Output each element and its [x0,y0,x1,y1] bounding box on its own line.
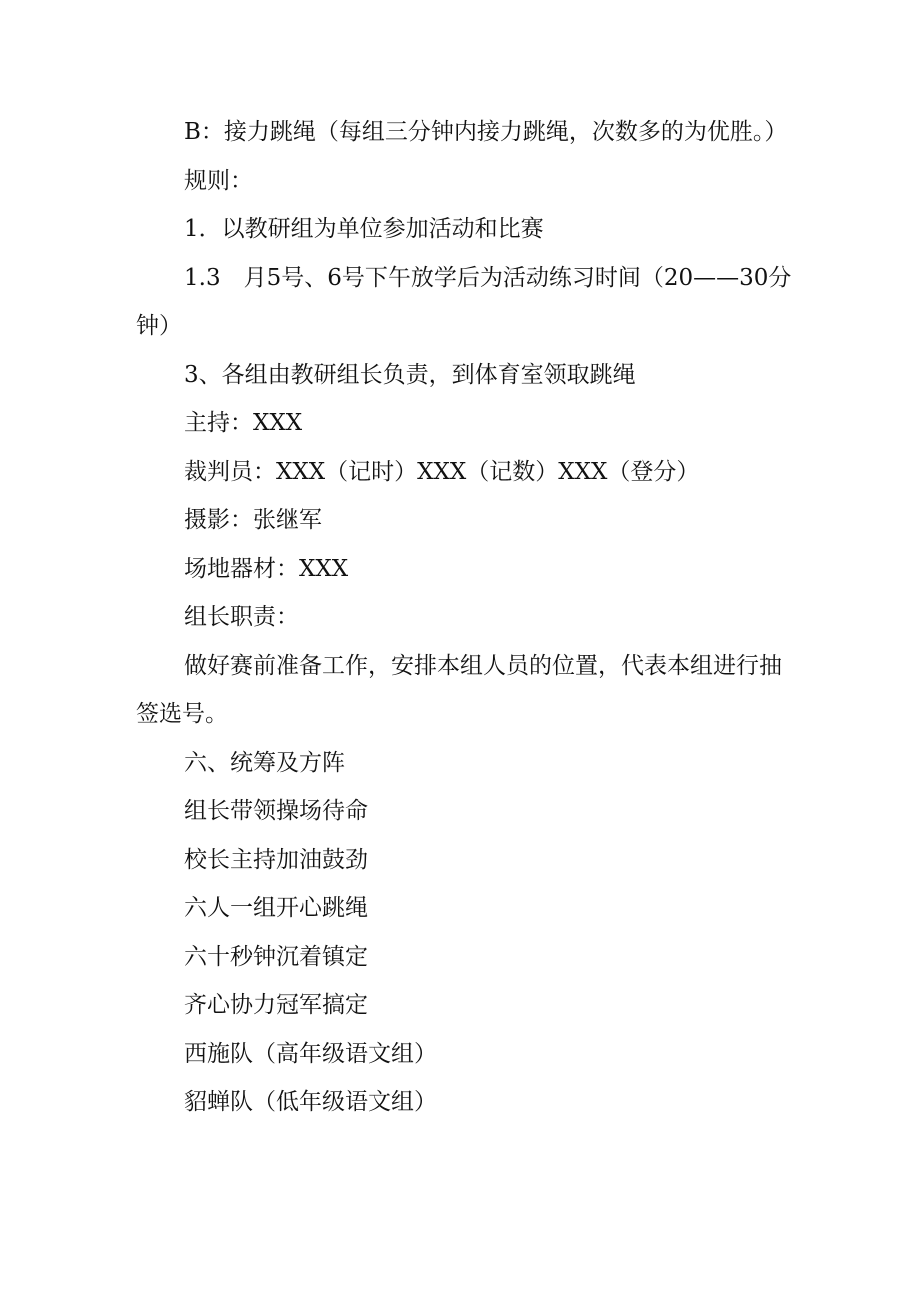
paragraph-relay-rope: B：接力跳绳（每组三分钟内接力跳绳，次数多的为优胜。） [184,119,788,145]
paragraph-leader-duties: 做好赛前准备工作，安排本组人员的位置，代表本组进行抽签选号。 [136,652,782,727]
document-body [136,108,796,1127]
paragraph-rules-heading: 规则： [184,167,253,194]
paragraph-team-diaochan: 貂蝉队（低年级语文组） [184,1089,437,1115]
paragraph-slogan-3: 六人一组开心跳绳 [184,895,368,921]
paragraph-section-six: 六、统筹及方阵 [184,749,345,776]
paragraph-photography: 摄影：张继军 [184,507,322,533]
paragraph-venue-equipment: 场地器材：XXX [184,555,349,582]
paragraph-rule-2: 1.3 月5号、6号下午放学后为活动练习时间（20——30分钟） [136,264,792,339]
paragraph-slogan-5: 齐心协力冠军搞定 [184,992,368,1018]
paragraph-leader-duties-heading: 组长职责： [184,604,299,630]
paragraph-slogan-1: 组长带领操场待命 [184,798,368,824]
paragraph-referees: 裁判员：XXX（记时）XXX（记数）XXX（登分） [184,458,700,485]
paragraph-team-xishi: 西施队（高年级语文组） [184,1040,437,1067]
paragraph-host: 主持：XXX [184,410,303,436]
paragraph-slogan-2: 校长主持加油鼓劲 [184,846,368,873]
paragraph-rule-1: 1．以教研组为单位参加活动和比赛 [184,216,544,242]
paragraph-slogan-4: 六十秒钟沉着镇定 [184,943,368,970]
paragraph-rule-3: 3、各组由教研组长负责，到体育室领取跳绳 [184,361,636,388]
